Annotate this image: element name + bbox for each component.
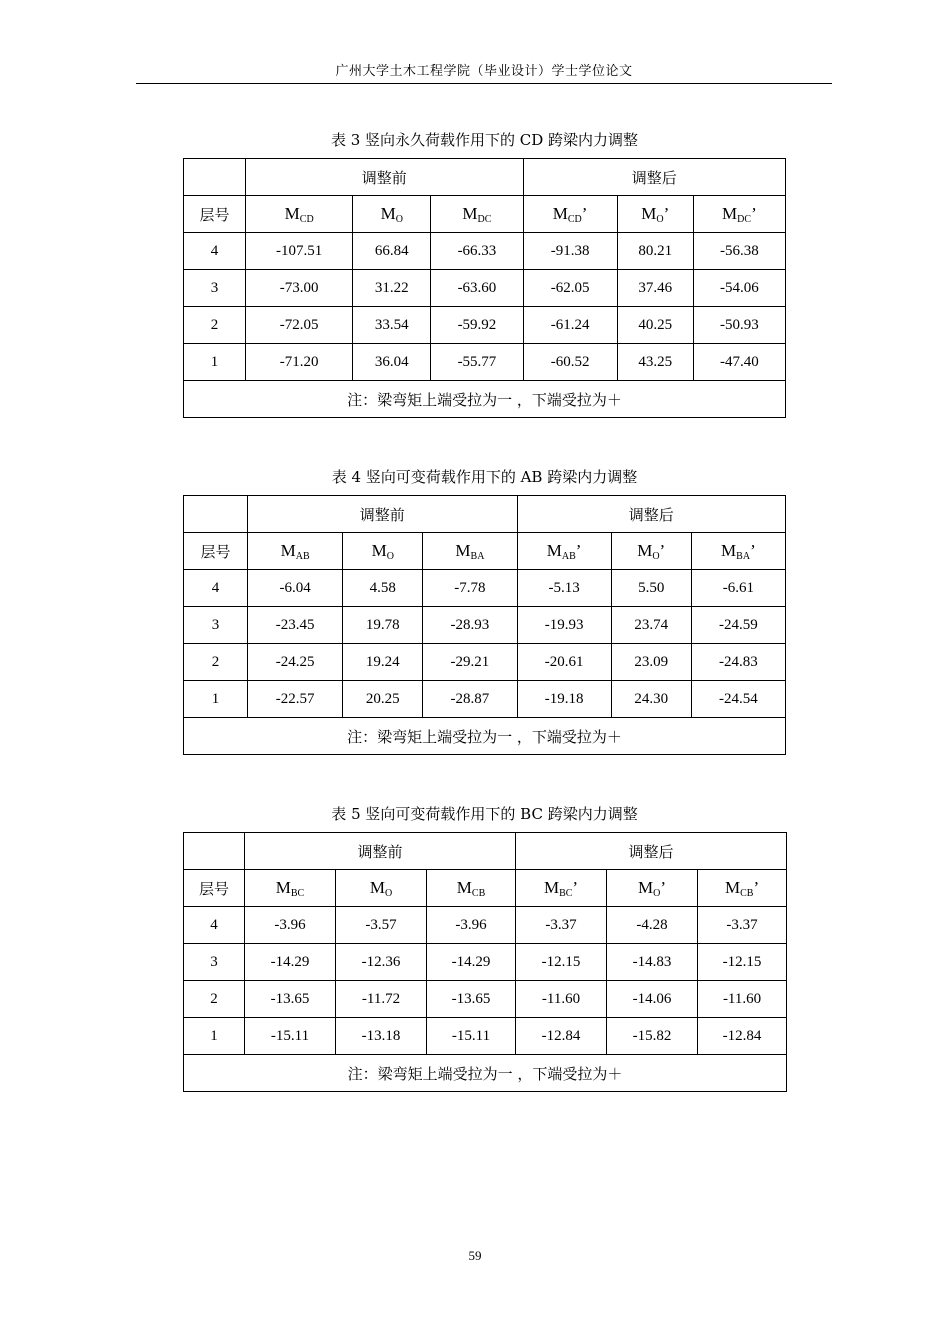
value-cell: -63.60 [431, 270, 523, 307]
moment-column-header [516, 870, 607, 907]
moment-subscript: BA [736, 550, 751, 562]
value-cell: -72.05 [246, 307, 353, 344]
moment-subscript: AB [561, 550, 576, 562]
group-before-header: 调整前 [246, 159, 523, 196]
value-cell: -13.65 [245, 981, 336, 1018]
moment-subscript: DC [737, 213, 752, 225]
moment-symbol: M [543, 877, 560, 897]
value-cell: -13.65 [427, 981, 516, 1018]
note-row [184, 1055, 787, 1092]
group-after-header: 调整后 [517, 496, 785, 533]
moment-symbol: M [637, 540, 653, 560]
empty-corner-cell [184, 496, 248, 533]
empty-corner-cell [184, 833, 245, 870]
table-row [184, 1018, 787, 1055]
moment-prime: ’ [572, 877, 579, 897]
value-cell: -3.57 [336, 907, 427, 944]
moment-column-header [343, 533, 423, 570]
value-cell: -50.93 [693, 307, 785, 344]
column-header-row [184, 870, 787, 907]
value-cell: -19.93 [517, 607, 611, 644]
value-cell: -6.04 [248, 570, 343, 607]
value-cell: 36.04 [353, 344, 431, 381]
layer-cell: 3 [184, 270, 246, 307]
layer-cell: 1 [184, 1018, 245, 1055]
moment-symbol: M [455, 540, 471, 560]
group-header-row [184, 496, 786, 533]
header-rule [136, 83, 832, 84]
moment-symbol: M [462, 203, 478, 223]
moment-subscript: BC [290, 887, 305, 899]
moment-prime: ’ [581, 203, 588, 223]
value-cell: -28.87 [423, 681, 517, 718]
moment-prime: ’ [750, 540, 756, 560]
moment-symbol: M [641, 203, 657, 223]
value-cell: -73.00 [246, 270, 353, 307]
moment-column-header [517, 533, 611, 570]
value-cell: -15.11 [245, 1018, 336, 1055]
value-cell: -11.60 [516, 981, 607, 1018]
moment-subscript: O [395, 213, 403, 225]
value-cell: -12.15 [516, 944, 607, 981]
layer-cell: 4 [184, 233, 246, 270]
value-cell: -20.61 [517, 644, 611, 681]
value-cell: -15.11 [427, 1018, 516, 1055]
value-cell: -54.06 [693, 270, 785, 307]
value-cell: 20.25 [343, 681, 423, 718]
moment-column-header [245, 870, 336, 907]
moment-column-header [523, 196, 617, 233]
moment-subscript: BA [470, 550, 485, 562]
moment-symbol: M [638, 877, 654, 897]
table-note: 注：梁弯矩上端受拉为一 ，下端受拉为＋ [184, 381, 786, 418]
layer-cell: 2 [184, 307, 246, 344]
value-cell: 31.22 [353, 270, 431, 307]
moment-subscript: CD [299, 213, 314, 225]
value-cell: -13.18 [336, 1018, 427, 1055]
group-after-header: 调整后 [516, 833, 787, 870]
value-cell: 66.84 [353, 233, 431, 270]
page-number: 59 [468, 1248, 482, 1263]
value-cell: 40.25 [617, 307, 693, 344]
value-cell: -62.05 [523, 270, 617, 307]
layer-cell: 3 [184, 944, 245, 981]
column-header-row [184, 196, 786, 233]
value-cell: -24.54 [691, 681, 785, 718]
group-before-header: 调整前 [248, 496, 517, 533]
group-header-row [184, 159, 786, 196]
moment-symbol: M [280, 540, 296, 560]
moment-subscript: CB [740, 887, 754, 899]
group-header-row [184, 833, 787, 870]
value-cell: -14.29 [427, 944, 516, 981]
moment-prime: ’ [659, 540, 666, 560]
moment-prime: ’ [753, 877, 760, 897]
table-caption: 表 5 竖向可变荷载作用下的 BC 跨梁内力调整 [331, 805, 638, 823]
moment-subscript: DC [477, 213, 492, 225]
value-cell: -12.84 [698, 1018, 787, 1055]
value-cell: -3.37 [516, 907, 607, 944]
moment-column-header [607, 870, 698, 907]
moment-adjustment-table [183, 158, 786, 418]
value-cell: -107.51 [246, 233, 353, 270]
value-cell: -55.77 [431, 344, 523, 381]
value-cell: 24.30 [611, 681, 691, 718]
value-cell: 19.24 [343, 644, 423, 681]
layer-header: 层号 [184, 533, 248, 570]
moment-symbol: M [380, 203, 396, 223]
table-row [184, 344, 786, 381]
moment-column-header [617, 196, 693, 233]
moment-symbol: M [284, 203, 300, 223]
note-row [184, 381, 786, 418]
layer-cell: 1 [184, 681, 248, 718]
moment-column-header [248, 533, 343, 570]
moment-subscript: O [652, 550, 660, 562]
value-cell: -71.20 [246, 344, 353, 381]
moment-subscript: O [653, 887, 661, 899]
value-cell: 23.74 [611, 607, 691, 644]
moment-subscript: CB [471, 887, 486, 899]
group-before-header: 调整前 [245, 833, 516, 870]
moment-column-header [246, 196, 353, 233]
moment-symbol: M [552, 203, 568, 223]
value-cell: -11.60 [698, 981, 787, 1018]
table-row [184, 307, 786, 344]
value-cell: -14.06 [607, 981, 698, 1018]
value-cell: -47.40 [693, 344, 785, 381]
table-caption: 表 3 竖向永久荷载作用下的 CD 跨梁内力调整 [330, 131, 639, 149]
moment-symbol: M [371, 540, 387, 560]
moment-subscript: O [656, 213, 664, 225]
moment-subscript: O [386, 550, 394, 562]
moment-column-header [353, 196, 431, 233]
moment-symbol: M [369, 877, 385, 897]
moment-symbol: M [546, 540, 562, 560]
value-cell: 4.58 [343, 570, 423, 607]
layer-cell: 4 [184, 907, 245, 944]
value-cell: -24.25 [248, 644, 343, 681]
value-cell: -19.18 [517, 681, 611, 718]
moment-subscript: AB [295, 550, 310, 562]
moment-prime: ’ [660, 877, 667, 897]
table-row [184, 907, 787, 944]
table-row [184, 944, 787, 981]
value-cell: -12.84 [516, 1018, 607, 1055]
table-row [184, 981, 787, 1018]
layer-cell: 2 [184, 981, 245, 1018]
moment-column-header [423, 533, 517, 570]
value-cell: -59.92 [431, 307, 523, 344]
moment-column-header [691, 533, 785, 570]
moment-column-header [698, 870, 787, 907]
moment-symbol: M [721, 540, 737, 560]
value-cell: -22.57 [248, 681, 343, 718]
moment-column-header [693, 196, 785, 233]
layer-header: 层号 [184, 196, 246, 233]
value-cell: -4.28 [607, 907, 698, 944]
value-cell: -12.36 [336, 944, 427, 981]
value-cell: 37.46 [617, 270, 693, 307]
value-cell: -6.61 [691, 570, 785, 607]
running-header-title: 广州大学土木工程学院（毕业设计）学士学位论文 [335, 64, 633, 79]
value-cell: -23.45 [248, 607, 343, 644]
value-cell: -60.52 [523, 344, 617, 381]
value-cell: -29.21 [423, 644, 517, 681]
value-cell: -3.37 [698, 907, 787, 944]
value-cell: -7.78 [423, 570, 517, 607]
value-cell: 23.09 [611, 644, 691, 681]
value-cell: -66.33 [431, 233, 523, 270]
layer-header: 层号 [184, 870, 245, 907]
moment-prime: ’ [663, 203, 670, 223]
table-row [184, 644, 786, 681]
table-row [184, 570, 786, 607]
moment-subscript: O [384, 887, 393, 899]
column-header-row [184, 533, 786, 570]
value-cell: -61.24 [523, 307, 617, 344]
value-cell: -24.59 [691, 607, 785, 644]
layer-cell: 3 [184, 607, 248, 644]
value-cell: 80.21 [617, 233, 693, 270]
value-cell: 5.50 [611, 570, 691, 607]
value-cell: -11.72 [336, 981, 427, 1018]
table-caption: 表 4 竖向可变荷载作用下的 AB 跨梁内力调整 [331, 468, 638, 486]
value-cell: 33.54 [353, 307, 431, 344]
value-cell: -14.83 [607, 944, 698, 981]
moment-adjustment-table [183, 495, 786, 755]
moment-symbol: M [275, 877, 291, 897]
value-cell: -5.13 [517, 570, 611, 607]
value-cell: -14.29 [245, 944, 336, 981]
table-row [184, 270, 786, 307]
table-row [184, 233, 786, 270]
moment-symbol: M [456, 877, 472, 897]
moment-symbol: M [724, 877, 741, 897]
value-cell: -91.38 [523, 233, 617, 270]
value-cell: -3.96 [245, 907, 336, 944]
table-note: 注：梁弯矩上端受拉为一 ，下端受拉为＋ [184, 1055, 787, 1092]
moment-subscript: CD [567, 213, 582, 225]
table-note: 注：梁弯矩上端受拉为一 ，下端受拉为＋ [184, 718, 786, 755]
value-cell: -12.15 [698, 944, 787, 981]
group-after-header: 调整后 [523, 159, 785, 196]
empty-corner-cell [184, 159, 246, 196]
moment-column-header [611, 533, 691, 570]
moment-subscript: BC [559, 887, 573, 899]
layer-cell: 2 [184, 644, 248, 681]
moment-column-header [431, 196, 523, 233]
moment-prime: ’ [575, 540, 582, 560]
layer-cell: 1 [184, 344, 246, 381]
note-row [184, 718, 786, 755]
layer-cell: 4 [184, 570, 248, 607]
value-cell: -28.93 [423, 607, 517, 644]
moment-adjustment-table [183, 832, 787, 1092]
value-cell: -24.83 [691, 644, 785, 681]
table-row [184, 681, 786, 718]
moment-column-header [336, 870, 427, 907]
moment-prime: ’ [751, 203, 757, 223]
value-cell: 19.78 [343, 607, 423, 644]
value-cell: -56.38 [693, 233, 785, 270]
value-cell: -15.82 [607, 1018, 698, 1055]
value-cell: 43.25 [617, 344, 693, 381]
moment-symbol: M [722, 203, 738, 223]
moment-column-header [427, 870, 516, 907]
table-row [184, 607, 786, 644]
value-cell: -3.96 [427, 907, 516, 944]
